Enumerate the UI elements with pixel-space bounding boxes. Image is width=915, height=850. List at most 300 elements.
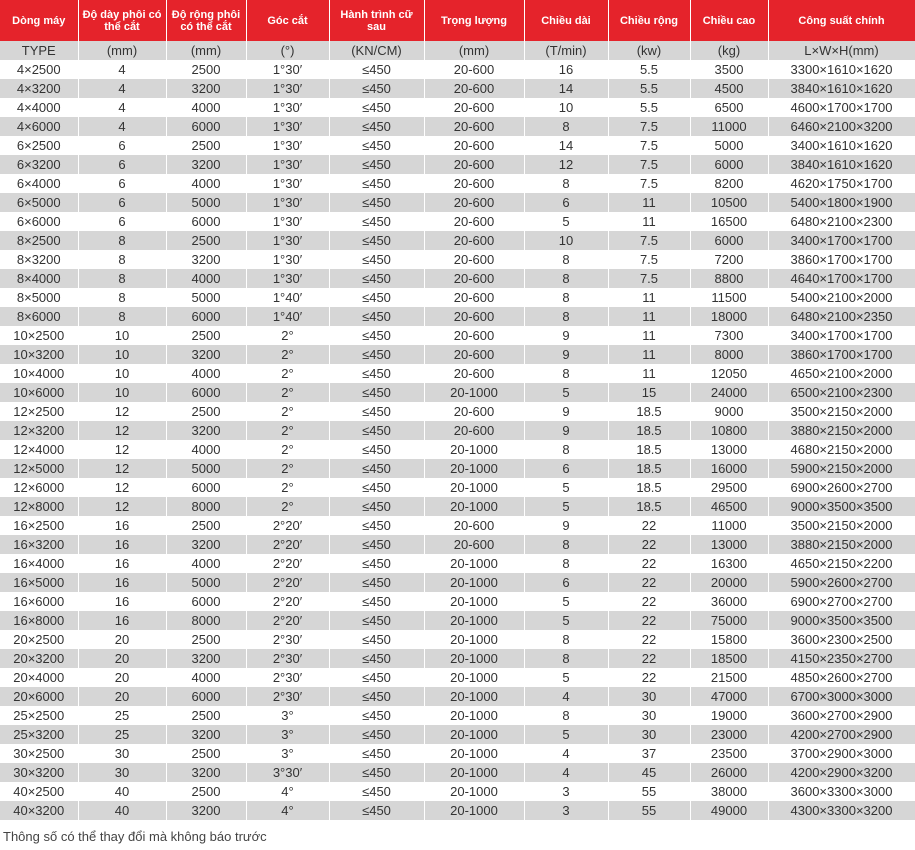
table-cell: 3600×3300×3000 <box>768 782 915 801</box>
table-cell: 16 <box>78 573 166 592</box>
table-cell: 55 <box>608 782 690 801</box>
table-cell: 7.5 <box>608 231 690 250</box>
table-row <box>0 288 915 307</box>
table-cell: 7200 <box>690 250 768 269</box>
header-cell: Dòng máy <box>0 0 78 41</box>
table-cell: 20-1000 <box>424 744 524 763</box>
table-cell: 18.5 <box>608 421 690 440</box>
table-cell: 6000 <box>690 231 768 250</box>
table-cell: 8 <box>524 174 608 193</box>
table-cell: 29500 <box>690 478 768 497</box>
table-cell: 12×3200 <box>0 421 78 440</box>
table-cell: 3200 <box>166 801 246 820</box>
table-cell: 4680×2150×2000 <box>768 440 915 459</box>
table-cell: 9 <box>524 345 608 364</box>
table-cell: ≤450 <box>329 326 424 345</box>
table-cell: 5000 <box>166 288 246 307</box>
table-cell: 20-1000 <box>424 687 524 706</box>
table-row <box>0 136 915 155</box>
table-cell: 16 <box>78 592 166 611</box>
table-cell: 4620×1750×1700 <box>768 174 915 193</box>
table-row <box>0 668 915 687</box>
table-cell: 2° <box>246 478 329 497</box>
table-cell: 9 <box>524 402 608 421</box>
table-cell: 20000 <box>690 573 768 592</box>
table-cell: 5 <box>524 725 608 744</box>
table-cell: 2500 <box>166 706 246 725</box>
table-cell: 1°30′ <box>246 136 329 155</box>
table-cell: 20 <box>78 630 166 649</box>
table-cell: ≤450 <box>329 345 424 364</box>
table-cell: 20-1000 <box>424 706 524 725</box>
table-row <box>0 725 915 744</box>
table-cell: 3400×1700×1700 <box>768 326 915 345</box>
table-cell: 18.5 <box>608 440 690 459</box>
table-cell: 5 <box>524 478 608 497</box>
table-cell: ≤450 <box>329 801 424 820</box>
table-cell: 13000 <box>690 440 768 459</box>
table-cell: 6900×2600×2700 <box>768 478 915 497</box>
table-cell: 3400×1610×1620 <box>768 136 915 155</box>
table-cell: 55 <box>608 801 690 820</box>
table-cell: 6000 <box>166 383 246 402</box>
table-cell: ≤450 <box>329 573 424 592</box>
table-cell: 36000 <box>690 592 768 611</box>
table-row <box>0 117 915 136</box>
table-cell: ≤450 <box>329 630 424 649</box>
table-cell: 8 <box>524 630 608 649</box>
table-cell: 12×5000 <box>0 459 78 478</box>
table-cell: 4500 <box>690 79 768 98</box>
table-row <box>0 592 915 611</box>
table-cell: 8 <box>524 307 608 326</box>
table-cell: 9 <box>524 516 608 535</box>
table-cell: 3700×2900×3000 <box>768 744 915 763</box>
table-cell: 5000 <box>166 459 246 478</box>
table-cell: 5900×2600×2700 <box>768 573 915 592</box>
table-cell: 4000 <box>166 98 246 117</box>
table-cell: 10 <box>78 364 166 383</box>
table-row <box>0 79 915 98</box>
table-cell: 49000 <box>690 801 768 820</box>
unit-cell: L×W×H(mm) <box>768 41 915 60</box>
table-row <box>0 763 915 782</box>
table-cell: 40×2500 <box>0 782 78 801</box>
table-cell: 3200 <box>166 421 246 440</box>
table-cell: 2°20′ <box>246 592 329 611</box>
table-cell: 5900×2150×2000 <box>768 459 915 478</box>
table-cell: 8000 <box>166 611 246 630</box>
table-cell: 9000 <box>690 402 768 421</box>
table-cell: 3200 <box>166 763 246 782</box>
table-row <box>0 706 915 725</box>
table-row <box>0 421 915 440</box>
table-cell: 4° <box>246 782 329 801</box>
table-cell: 12 <box>78 478 166 497</box>
table-cell: 3200 <box>166 155 246 174</box>
table-cell: 4200×2900×3200 <box>768 763 915 782</box>
table-cell: 16×2500 <box>0 516 78 535</box>
table-cell: 6 <box>78 155 166 174</box>
table-cell: ≤450 <box>329 174 424 193</box>
table-cell: 20-1000 <box>424 478 524 497</box>
table-cell: ≤450 <box>329 60 424 79</box>
table-cell: ≤450 <box>329 744 424 763</box>
table-cell: 25 <box>78 725 166 744</box>
table-cell: 20-600 <box>424 212 524 231</box>
table-cell: 6480×2100×2350 <box>768 307 915 326</box>
table-cell: 6×5000 <box>0 193 78 212</box>
table-cell: 11 <box>608 212 690 231</box>
table-cell: 12 <box>78 440 166 459</box>
table-cell: 2°30′ <box>246 649 329 668</box>
table-cell: 10×4000 <box>0 364 78 383</box>
table-row <box>0 364 915 383</box>
table-cell: 8×4000 <box>0 269 78 288</box>
table-cell: 20-600 <box>424 326 524 345</box>
table-cell: 20-1000 <box>424 649 524 668</box>
table-row <box>0 402 915 421</box>
table-cell: 20-600 <box>424 516 524 535</box>
table-cell: 2500 <box>166 516 246 535</box>
table-cell: 4×6000 <box>0 117 78 136</box>
table-cell: 16500 <box>690 212 768 231</box>
table-cell: 8000 <box>690 345 768 364</box>
table-cell: 16 <box>78 611 166 630</box>
table-cell: 11 <box>608 326 690 345</box>
table-cell: 16×8000 <box>0 611 78 630</box>
table-cell: 12 <box>524 155 608 174</box>
table-cell: 18.5 <box>608 497 690 516</box>
table-row <box>0 174 915 193</box>
table-cell: ≤450 <box>329 136 424 155</box>
table-cell: 22 <box>608 611 690 630</box>
table-cell: 4 <box>524 687 608 706</box>
table-cell: 22 <box>608 630 690 649</box>
table-cell: 25×3200 <box>0 725 78 744</box>
table-cell: 12×2500 <box>0 402 78 421</box>
table-cell: 16 <box>78 554 166 573</box>
table-cell: ≤450 <box>329 706 424 725</box>
table-cell: 4000 <box>166 174 246 193</box>
table-cell: 20-600 <box>424 364 524 383</box>
table-cell: 20×2500 <box>0 630 78 649</box>
table-cell: 2°20′ <box>246 535 329 554</box>
table-cell: 30 <box>78 763 166 782</box>
table-cell: 38000 <box>690 782 768 801</box>
table-cell: ≤450 <box>329 155 424 174</box>
unit-cell: (°) <box>246 41 329 60</box>
table-cell: 9 <box>524 421 608 440</box>
table-cell: 5 <box>524 212 608 231</box>
table-cell: 6700×3000×3000 <box>768 687 915 706</box>
table-cell: 20-600 <box>424 193 524 212</box>
table-cell: 1°40′ <box>246 307 329 326</box>
table-cell: 4000 <box>166 269 246 288</box>
table-cell: 5 <box>524 592 608 611</box>
table-cell: 3500 <box>690 60 768 79</box>
table-cell: ≤450 <box>329 497 424 516</box>
table-cell: 5 <box>524 611 608 630</box>
table-cell: 22 <box>608 554 690 573</box>
table-cell: 21500 <box>690 668 768 687</box>
table-cell: 4×4000 <box>0 98 78 117</box>
table-cell: 6000 <box>166 592 246 611</box>
unit-cell: (KN/CM) <box>329 41 424 60</box>
table-row <box>0 307 915 326</box>
table-cell: 1°30′ <box>246 193 329 212</box>
table-cell: 20-1000 <box>424 554 524 573</box>
table-cell: 14 <box>524 136 608 155</box>
table-cell: 2° <box>246 497 329 516</box>
table-row <box>0 98 915 117</box>
table-cell: 45 <box>608 763 690 782</box>
table-cell: 8 <box>524 269 608 288</box>
table-cell: 4000 <box>166 440 246 459</box>
table-row <box>0 611 915 630</box>
table-cell: 1°30′ <box>246 60 329 79</box>
table-cell: 4150×2350×2700 <box>768 649 915 668</box>
table-cell: 4300×3300×3200 <box>768 801 915 820</box>
table-cell: ≤450 <box>329 98 424 117</box>
table-row <box>0 155 915 174</box>
table-cell: 10×3200 <box>0 345 78 364</box>
table-cell: 7.5 <box>608 117 690 136</box>
table-cell: 6 <box>524 459 608 478</box>
table-cell: 9 <box>524 326 608 345</box>
table-cell: 8 <box>524 649 608 668</box>
table-cell: 2500 <box>166 782 246 801</box>
table-cell: 5 <box>524 668 608 687</box>
table-row <box>0 687 915 706</box>
table-cell: 2500 <box>166 136 246 155</box>
table-cell: 18.5 <box>608 478 690 497</box>
table-cell: ≤450 <box>329 459 424 478</box>
table-cell: 6900×2700×2700 <box>768 592 915 611</box>
table-cell: 22 <box>608 535 690 554</box>
table-cell: ≤450 <box>329 269 424 288</box>
table-cell: 12 <box>78 497 166 516</box>
table-cell: 7300 <box>690 326 768 345</box>
table-cell: 40 <box>78 782 166 801</box>
table-cell: 22 <box>608 649 690 668</box>
table-cell: 7.5 <box>608 250 690 269</box>
table-row <box>0 383 915 402</box>
table-cell: 6 <box>524 573 608 592</box>
table-row <box>0 345 915 364</box>
unit-cell: (T/min) <box>524 41 608 60</box>
table-cell: 16300 <box>690 554 768 573</box>
table-cell: ≤450 <box>329 250 424 269</box>
table-cell: 3°30′ <box>246 763 329 782</box>
table-cell: 14 <box>524 79 608 98</box>
table-cell: 3° <box>246 744 329 763</box>
table-cell: 16×6000 <box>0 592 78 611</box>
table-cell: 8 <box>78 288 166 307</box>
table-cell: 6 <box>78 212 166 231</box>
table-cell: 10500 <box>690 193 768 212</box>
table-cell: 4640×1700×1700 <box>768 269 915 288</box>
table-cell: 75000 <box>690 611 768 630</box>
table-cell: 11 <box>608 345 690 364</box>
table-cell: 6×3200 <box>0 155 78 174</box>
header-cell: Trọng lượng <box>424 0 524 41</box>
table-cell: 11000 <box>690 516 768 535</box>
table-cell: ≤450 <box>329 231 424 250</box>
table-cell: 6480×2100×2300 <box>768 212 915 231</box>
table-cell: ≤450 <box>329 193 424 212</box>
table-cell: 30×3200 <box>0 763 78 782</box>
table-cell: 1°30′ <box>246 212 329 231</box>
table-cell: 3840×1610×1620 <box>768 79 915 98</box>
table-cell: 20-1000 <box>424 440 524 459</box>
table-cell: 12×8000 <box>0 497 78 516</box>
header-cell: Hành trình cữ sau <box>329 0 424 41</box>
table-cell: 4200×2700×2900 <box>768 725 915 744</box>
table-cell: 6×2500 <box>0 136 78 155</box>
table-cell: ≤450 <box>329 478 424 497</box>
table-body <box>0 41 915 820</box>
table-cell: ≤450 <box>329 421 424 440</box>
table-cell: 8 <box>524 288 608 307</box>
table-cell: 23000 <box>690 725 768 744</box>
unit-cell: (kw) <box>608 41 690 60</box>
table-cell: 2° <box>246 345 329 364</box>
table-cell: 46500 <box>690 497 768 516</box>
table-cell: 4 <box>78 79 166 98</box>
table-cell: 3500×2150×2000 <box>768 516 915 535</box>
table-cell: 22 <box>608 573 690 592</box>
table-cell: 8 <box>524 535 608 554</box>
table-cell: 3600×2700×2900 <box>768 706 915 725</box>
table-cell: 10 <box>78 345 166 364</box>
table-cell: 7.5 <box>608 269 690 288</box>
table-cell: 37 <box>608 744 690 763</box>
table-cell: 5.5 <box>608 79 690 98</box>
table-cell: 4000 <box>166 554 246 573</box>
table-cell: 1°40′ <box>246 288 329 307</box>
unit-cell: (mm) <box>78 41 166 60</box>
table-cell: 16000 <box>690 459 768 478</box>
table-cell: 10 <box>78 326 166 345</box>
table-cell: 6000 <box>166 212 246 231</box>
table-row <box>0 459 915 478</box>
table-cell: 20-1000 <box>424 497 524 516</box>
table-cell: ≤450 <box>329 687 424 706</box>
header-cell: Độ dày phôi có thể cắt <box>78 0 166 41</box>
table-cell: 20-600 <box>424 98 524 117</box>
table-row <box>0 649 915 668</box>
table-cell: 16 <box>78 516 166 535</box>
table-cell: 2° <box>246 326 329 345</box>
table-cell: 20-1000 <box>424 801 524 820</box>
table-cell: 1°30′ <box>246 155 329 174</box>
table-cell: 2°20′ <box>246 573 329 592</box>
table-cell: 24000 <box>690 383 768 402</box>
table-cell: 9000×3500×3500 <box>768 497 915 516</box>
table-cell: 4×3200 <box>0 79 78 98</box>
header-cell: Công suất chính <box>768 0 915 41</box>
table-cell: 20-600 <box>424 136 524 155</box>
table-cell: 8×6000 <box>0 307 78 326</box>
table-cell: 8 <box>78 307 166 326</box>
table-cell: 20-1000 <box>424 630 524 649</box>
table-cell: 10 <box>524 98 608 117</box>
table-cell: 2500 <box>166 60 246 79</box>
table-cell: 4850×2600×2700 <box>768 668 915 687</box>
table-cell: 20-1000 <box>424 611 524 630</box>
table-cell: 4 <box>78 117 166 136</box>
table-cell: 6500×2100×2300 <box>768 383 915 402</box>
table-cell: 11000 <box>690 117 768 136</box>
table-cell: 5 <box>524 383 608 402</box>
table-cell: 8×5000 <box>0 288 78 307</box>
table-cell: 6000 <box>690 155 768 174</box>
table-cell: 1°30′ <box>246 250 329 269</box>
table-cell: ≤450 <box>329 592 424 611</box>
table-cell: 6 <box>78 193 166 212</box>
table-cell: 12050 <box>690 364 768 383</box>
table-cell: 1°30′ <box>246 269 329 288</box>
header-row <box>0 0 915 41</box>
table-cell: 18000 <box>690 307 768 326</box>
table-cell: ≤450 <box>329 307 424 326</box>
table-row <box>0 60 915 79</box>
table-cell: 4 <box>524 763 608 782</box>
table-cell: 3880×2150×2000 <box>768 421 915 440</box>
table-cell: ≤450 <box>329 782 424 801</box>
table-cell: 10×6000 <box>0 383 78 402</box>
table-cell: 20-600 <box>424 402 524 421</box>
table-cell: 6500 <box>690 98 768 117</box>
table-cell: 1°30′ <box>246 231 329 250</box>
table-cell: 2500 <box>166 402 246 421</box>
table-cell: 10 <box>78 383 166 402</box>
table-row <box>0 801 915 820</box>
table-cell: 4 <box>78 60 166 79</box>
table-cell: 20-600 <box>424 288 524 307</box>
table-cell: 13000 <box>690 535 768 554</box>
table-cell: 1°30′ <box>246 117 329 136</box>
table-cell: 20-600 <box>424 269 524 288</box>
table-cell: 2°30′ <box>246 668 329 687</box>
table-cell: 20-1000 <box>424 668 524 687</box>
table-cell: 3 <box>524 801 608 820</box>
table-cell: ≤450 <box>329 649 424 668</box>
table-cell: 3° <box>246 706 329 725</box>
table-cell: 3200 <box>166 345 246 364</box>
table-cell: 3880×2150×2000 <box>768 535 915 554</box>
table-row <box>0 782 915 801</box>
table-cell: 1°30′ <box>246 174 329 193</box>
table-cell: 6×4000 <box>0 174 78 193</box>
table-cell: 2° <box>246 383 329 402</box>
table-cell: ≤450 <box>329 554 424 573</box>
table-cell: 11500 <box>690 288 768 307</box>
table-cell: 20-600 <box>424 421 524 440</box>
table-cell: 6000 <box>166 117 246 136</box>
table-row <box>0 231 915 250</box>
table-cell: 7.5 <box>608 136 690 155</box>
table-row <box>0 497 915 516</box>
table-cell: 2500 <box>166 744 246 763</box>
table-cell: 7.5 <box>608 155 690 174</box>
table-cell: 6 <box>524 193 608 212</box>
table-cell: 3500×2150×2000 <box>768 402 915 421</box>
table-cell: 20-1000 <box>424 573 524 592</box>
table-cell: ≤450 <box>329 725 424 744</box>
header-cell: Góc cắt <box>246 0 329 41</box>
